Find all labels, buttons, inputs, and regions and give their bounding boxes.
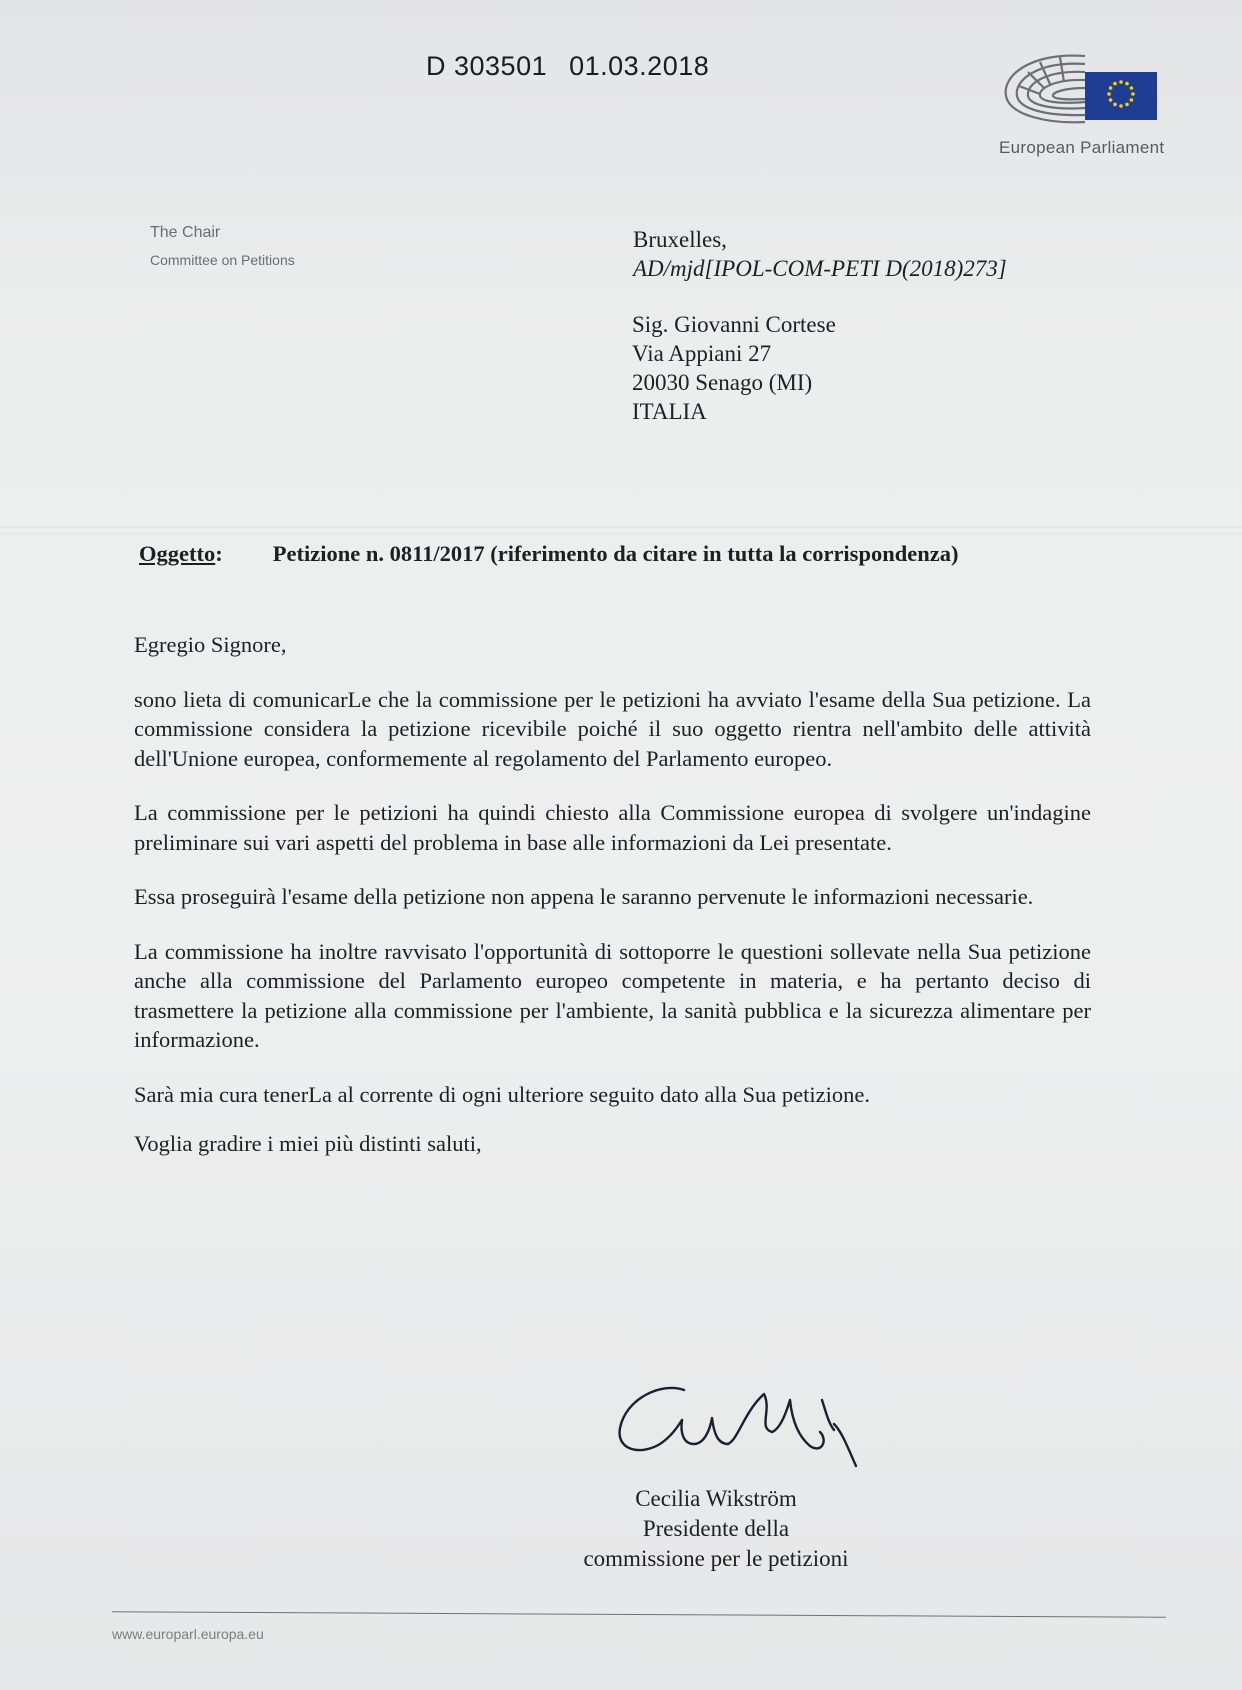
- logo-caption: European Parliament: [999, 138, 1165, 157]
- subject-line: Oggetto: Petizione n. 0811/2017 (riferimento da citare in tutta la corrispondenza): [139, 541, 959, 566]
- sender-committee: Committee on Petitions: [150, 252, 295, 268]
- signer-block: [566, 1484, 866, 1574]
- recipient-country: ITALIA: [632, 399, 707, 424]
- sender-block: [150, 224, 295, 268]
- subject-label: Oggetto: [139, 541, 216, 566]
- signer-role: Presidente della: [642, 1516, 790, 1541]
- place-block: [633, 225, 1007, 283]
- paragraph: Essa proseguirà l'esame della petizione non appena le saranno pervenute le informazioni necessarie.: [134, 884, 1034, 909]
- footer-url: www.europarl.europa.eu: [112, 1626, 264, 1642]
- letter-body: [134, 630, 1091, 1159]
- sender-title: The Chair: [150, 224, 221, 241]
- subject-text: Petizione n. 0811/2017 (riferimento da citare in tutta la corrispondenza): [272, 541, 959, 566]
- recipient-address: [632, 310, 836, 426]
- paragraph: La commissione ha inoltre ravvisato l'opportunità di sottoporre le questioni sollevate nella Sua petizione anche alla commissione del Parlamento europeo competente in materia, e ha pertanto deciso di trasmettere la petizione alla commissione per l'ambiente, la sanità pubblica e la sicurezza alimentare per informazione.: [134, 938, 1091, 1052]
- paragraph: Sarà mia cura tenerLa al corrente di ogni ulteriore seguito dato alla Sua petizione.: [134, 1081, 870, 1107]
- paragraph: sono lieta di comunicarLe che la commissione per le petizioni ha avviato l'esame della Sua petizione. La commissione considera la petizione ricevibile poiché il suo oggetto rientra nell'ambito delle attività dell'Unione europea, conformemente al regolamento del Parlamento europeo.: [134, 686, 1091, 771]
- place-city: Bruxelles,: [633, 227, 727, 252]
- recipient-name: Sig. Giovanni Cortese: [632, 312, 836, 337]
- document-date: 01.03.2018: [569, 51, 710, 81]
- recipient-city: 20030 Senago (MI): [632, 370, 813, 395]
- eu-flag: [1085, 72, 1157, 120]
- signer-name: Cecilia Wikström: [635, 1486, 797, 1511]
- recipient-street: Via Appiani 27: [632, 341, 772, 366]
- document-number: D 303501: [426, 51, 548, 81]
- document-reference: AD/mjd[IPOL-COM-PETI D(2018)273]: [633, 256, 1007, 281]
- signer-committee: commissione per le petizioni: [583, 1546, 849, 1571]
- greeting: Egregio Signore,: [134, 632, 287, 657]
- document-stamp: [426, 51, 731, 82]
- handwritten-signature: [612, 1370, 892, 1480]
- closing-salutation: Voglia gradire i miei più distinti saluti,: [134, 1131, 482, 1156]
- paragraph: La commissione per le petizioni ha quindi chiesto alla Commissione europea di svolgere un'indagine preliminare sui vari aspetti del problema in base alle informazioni da Lei presentate.: [134, 800, 1091, 855]
- footer-divider: [112, 1611, 1166, 1618]
- paper-fold: [0, 526, 1242, 534]
